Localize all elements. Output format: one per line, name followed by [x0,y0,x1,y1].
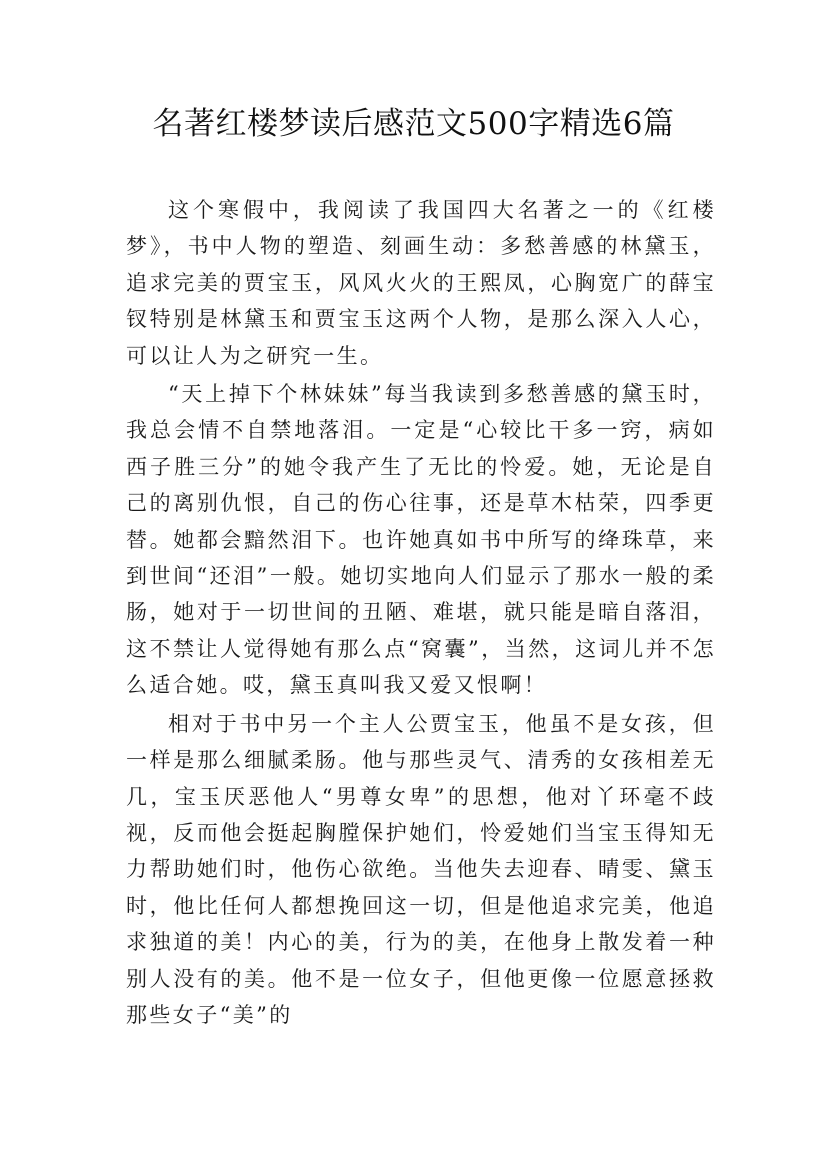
paragraph-3: 相对于书中另一个主人公贾宝玉，他虽不是女孩，但一样是那么细腻柔肠。他与那些灵气、清秀的女孩相差无几，宝玉厌恶他人“男尊女卑”的思想，他对丫环毫不歧视，反而他会挺起胸膛保护她们，怜爱她们当宝玉得知无力帮助她们时，他伤心欲绝。当他失去迎春、晴雯、黛玉时，他比任何人都想挽回这一切，但是他追求完美，他追求独道的美！内心的美，行为的美，在他身上散发着一种别人没有的美。他不是一位女子，但他更像一位愿意拯救那些女子“美”的 [126,711,716,1027]
document-body [126,192,716,1035]
paragraph-1: 这个寒假中，我阅读了我国四大名著之一的《红楼梦》，书中人物的塑造、刻画生动：多愁善感的林黛玉，追求完美的贾宝玉，风风火火的王熙凤，心胸宽广的薛宝钗特别是林黛玉和贾宝玉这两个人物，是那么深入人心，可以让人为之研究一生。 [126,198,716,368]
paragraph-2: “天上掉下个林妹妹”每当我读到多愁善感的黛玉时，我总会情不自禁地落泪。一定是“心较比干多一窍，病如西子胜三分”的她令我产生了无比的怜爱。她，无论是自己的离别仇恨，自己的伤心往事，还是草木枯荣，四季更替。她都会黯然泪下。也许她真如书中所写的绛珠草，来到世间“还泪”一般。她切实地向人们显示了那水一般的柔肠，她对于一切世间的丑陋、难堪，就只能是暗自落泪，这不禁让人觉得她有那么点“窝囊”，当然，这词儿并不怎么适合她。哎，黛玉真叫我又爱又恨啊！ [126,382,716,698]
document-title: 名著红楼梦读后感范文500字精选6篇 [152,106,675,142]
